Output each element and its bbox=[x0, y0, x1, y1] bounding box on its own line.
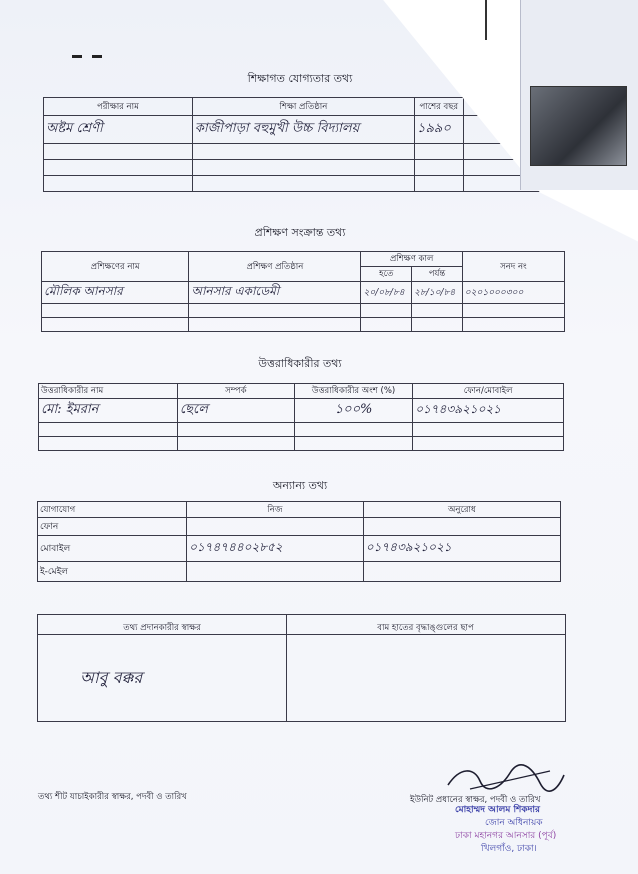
overlay-rule bbox=[485, 0, 487, 40]
handwritten-signature: আবু বক্কর bbox=[80, 668, 143, 687]
other-info-table bbox=[37, 501, 561, 582]
unit-head-signature bbox=[440, 763, 570, 793]
table-cell: ০১৭৪৭৪৪০২৮৫২ bbox=[187, 536, 364, 562]
col-header: অনুরোধ bbox=[363, 502, 560, 518]
col-header: পর্যন্ত bbox=[412, 267, 463, 282]
heir-table bbox=[38, 383, 564, 451]
col-header: নিজ bbox=[187, 502, 364, 518]
section-title-heir: উত্তরাধিকারীর তথ্য bbox=[258, 357, 342, 370]
unit-head-signature-label: ইউনিট প্রধানের স্বাক্ষর, পদবী ও তারিখ bbox=[410, 795, 541, 805]
thumbprint-area bbox=[286, 615, 565, 635]
table-cell bbox=[363, 518, 560, 536]
table-cell bbox=[363, 562, 560, 582]
table-cell bbox=[187, 518, 364, 536]
row-label: ই-মেইল bbox=[38, 562, 187, 582]
col-header: উত্তরাধিকারীর নাম bbox=[39, 384, 178, 399]
table-cell: আনসার একাডেমী bbox=[189, 282, 361, 304]
table-cell: ২০/০৮/৮৪ bbox=[361, 282, 412, 304]
signature-header: তথ্য প্রদানকারীর স্বাক্ষর bbox=[38, 615, 286, 635]
table-cell: মৌলিক আনসার bbox=[42, 282, 189, 304]
stamp-designation: জোন অধিনায়ক bbox=[485, 818, 543, 828]
thumbprint-header: বাম হাতের বৃদ্ধাঙ্গুলের ছাপ bbox=[286, 615, 565, 635]
table-cell: অষ্টম শ্রেণী bbox=[44, 116, 193, 144]
row-label: ফোন bbox=[38, 518, 187, 536]
col-header: প্রশিক্ষণ প্রতিষ্ঠান bbox=[189, 252, 361, 282]
dash-mark bbox=[92, 55, 102, 58]
table-cell: মো: ইমরান bbox=[39, 399, 178, 423]
section-title-training: প্রশিক্ষণ সংক্রান্ত তথ্য bbox=[254, 226, 346, 239]
photo-thumbnail bbox=[530, 86, 627, 166]
col-header: পরীক্ষার নাম bbox=[44, 98, 193, 116]
table-cell: ০১৭৪৩৯২১০২১ bbox=[413, 399, 564, 423]
stamp-name: মোহাম্মদ আলম শিকদার bbox=[455, 805, 540, 815]
row-label: মোবাইল bbox=[38, 536, 187, 562]
section-title-other: অন্যান্য তথ্য bbox=[272, 479, 328, 492]
training-table bbox=[41, 251, 565, 332]
col-header: ফোন/মোবাইল bbox=[413, 384, 564, 399]
table-cell: ছেলে bbox=[177, 399, 294, 423]
section-title-education: শিক্ষাগত যোগ্যতার তথ্য bbox=[247, 72, 353, 85]
table-cell: ১০০% bbox=[294, 399, 412, 423]
signature-box bbox=[37, 614, 566, 722]
verifier-signature-label: তথ্য শীট যাচাইকারীর স্বাক্ষর, পদবী ও তারিখ bbox=[38, 792, 187, 802]
col-header: সনদ নং bbox=[462, 252, 564, 282]
table-cell: ১৯৯০ bbox=[415, 116, 463, 144]
stamp-org: ঢাকা মহানগর আনসার (পূর্ব) bbox=[455, 831, 557, 841]
col-header: হতে bbox=[361, 267, 412, 282]
stamp-place: খিলগাঁও, ঢাকা। bbox=[481, 844, 537, 854]
col-header: সম্পর্ক bbox=[177, 384, 294, 399]
col-header: যোগাযোগ bbox=[38, 502, 187, 518]
col-header: শিক্ষা প্রতিষ্ঠান bbox=[192, 98, 414, 116]
col-header: প্রশিক্ষণের নাম bbox=[42, 252, 189, 282]
col-header: প্রশিক্ষণ কাল bbox=[361, 252, 462, 267]
col-header: পাশের বছর bbox=[415, 98, 463, 116]
dash-mark bbox=[72, 55, 82, 58]
table-cell bbox=[187, 562, 364, 582]
signature-left bbox=[38, 615, 287, 721]
official-stamp bbox=[455, 804, 556, 856]
col-header: উত্তরাধিকারীর অংশ (%) bbox=[294, 384, 412, 399]
table-cell: ২৮/১০/৮৪ bbox=[412, 282, 463, 304]
table-cell: কাজীপাড়া বহুমুখী উচ্চ বিদ্যালয় bbox=[192, 116, 414, 144]
table-cell: ০১৭৪৩৯২১০২১ bbox=[363, 536, 560, 562]
table-cell: ০২০১০০০৩০০ bbox=[462, 282, 564, 304]
